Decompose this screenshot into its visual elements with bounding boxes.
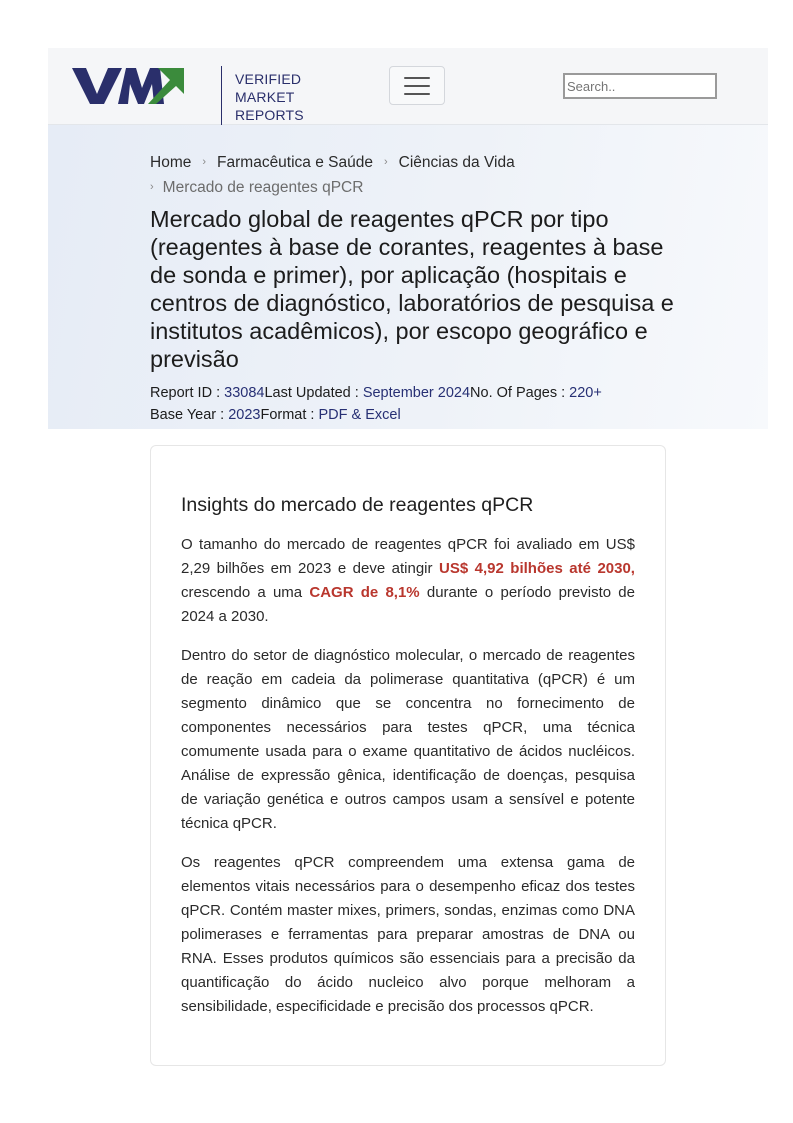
menu-toggle-button[interactable] xyxy=(389,66,445,105)
insights-card xyxy=(150,445,666,1066)
logo[interactable] xyxy=(72,58,304,123)
base-year-value: 2023 xyxy=(228,407,261,423)
report-id-label: Report ID : xyxy=(150,385,225,401)
base-year-label: Base Year : xyxy=(150,407,229,423)
pages-label: No. Of Pages : xyxy=(470,385,570,401)
last-updated-label: Last Updated : xyxy=(264,385,363,401)
report-meta xyxy=(150,382,602,426)
chevron-right-icon: › xyxy=(202,156,207,168)
market-value-highlight: US$ 4,92 bilhões até 2030, xyxy=(438,560,635,577)
site-header xyxy=(48,48,768,125)
insights-paragraph: Dentro do setor de diagnóstico molecular, o mercado de reagentes de reação em cadeia da polimerase quantitativa (qPCR) é um segmento dinâmico que se concentra no fornecimento de componentes necessários para testes qPCR, uma técnica comumente usada para o exame quantitativo de ácidos nucléicos. Análise de expressão gênica, identificação de doenças, pesquisa de variação genética e outros campos usam a sensível e potente técnica qPCR. xyxy=(181,647,635,832)
insights-heading: Insights do mercado de reagentes qPCR xyxy=(181,494,534,516)
logo-wordmark xyxy=(235,70,304,124)
chevron-right-icon: › xyxy=(150,181,154,193)
format-value: PDF & Excel xyxy=(318,407,401,423)
insights-paragraph: Os reagentes qPCR compreendem uma extensa gama de elementos vitais necessários para o desempenho eficaz dos testes qPCR. Contém master mixes, primers, sondas, enzimas como DNA polimerases e ferramentas para preparar amostras de DNA ou RNA. Esses produtos químicos são essenciais para a precisão da quantificação do ácido nucleico alvo porque melhoram a sensibilidade, especificidade e precisão dos processos qPCR. xyxy=(181,854,635,1015)
insights-paragraph xyxy=(181,533,635,629)
logo-line: REPORTS xyxy=(235,107,304,123)
last-updated-value: September 2024 xyxy=(362,385,471,401)
pages-value: 220+ xyxy=(569,385,602,401)
hamburger-icon-bar xyxy=(404,77,430,79)
hamburger-icon-bar xyxy=(404,85,430,87)
paragraph-text: O tamanho do mercado de reagentes qPCR foi avaliado em US$ 2,29 bilhões em 2023 e deve atingir xyxy=(181,536,635,577)
search-input[interactable] xyxy=(563,73,717,99)
paragraph-text: durante o período previsto de 2024 a 2030. xyxy=(181,584,635,625)
page-title: Mercado global de reagentes qPCR por tipo (reagentes à base de corantes, reagentes à base de sonda e primer), por aplicação (hospitais e centros de diagnóstico, laboratórios de pesquisa e institutos acadêmicos), por escopo geográfico e previsão xyxy=(150,206,674,372)
breadcrumb xyxy=(150,150,670,200)
logo-line: VERIFIED xyxy=(235,71,302,87)
logo-divider xyxy=(221,66,222,125)
breadcrumb-life-sciences[interactable]: Ciências da Vida xyxy=(398,154,515,171)
format-label: Format : xyxy=(260,407,319,423)
vmr-logo-icon xyxy=(72,58,188,114)
hero-section xyxy=(48,125,768,429)
logo-line: MARKET xyxy=(235,89,295,105)
breadcrumb-pharma[interactable]: Farmacêutica e Saúde xyxy=(217,154,373,171)
breadcrumb-current: Mercado de reagentes qPCR xyxy=(162,179,364,196)
insights-body xyxy=(181,533,635,1034)
paragraph-text: crescendo a uma xyxy=(181,584,310,601)
hamburger-icon-bar xyxy=(404,93,430,95)
breadcrumb-home[interactable]: Home xyxy=(150,154,192,171)
cagr-highlight: CAGR de 8,1% xyxy=(309,584,420,601)
chevron-right-icon: › xyxy=(383,156,388,168)
report-id-value: 33084 xyxy=(224,385,265,401)
